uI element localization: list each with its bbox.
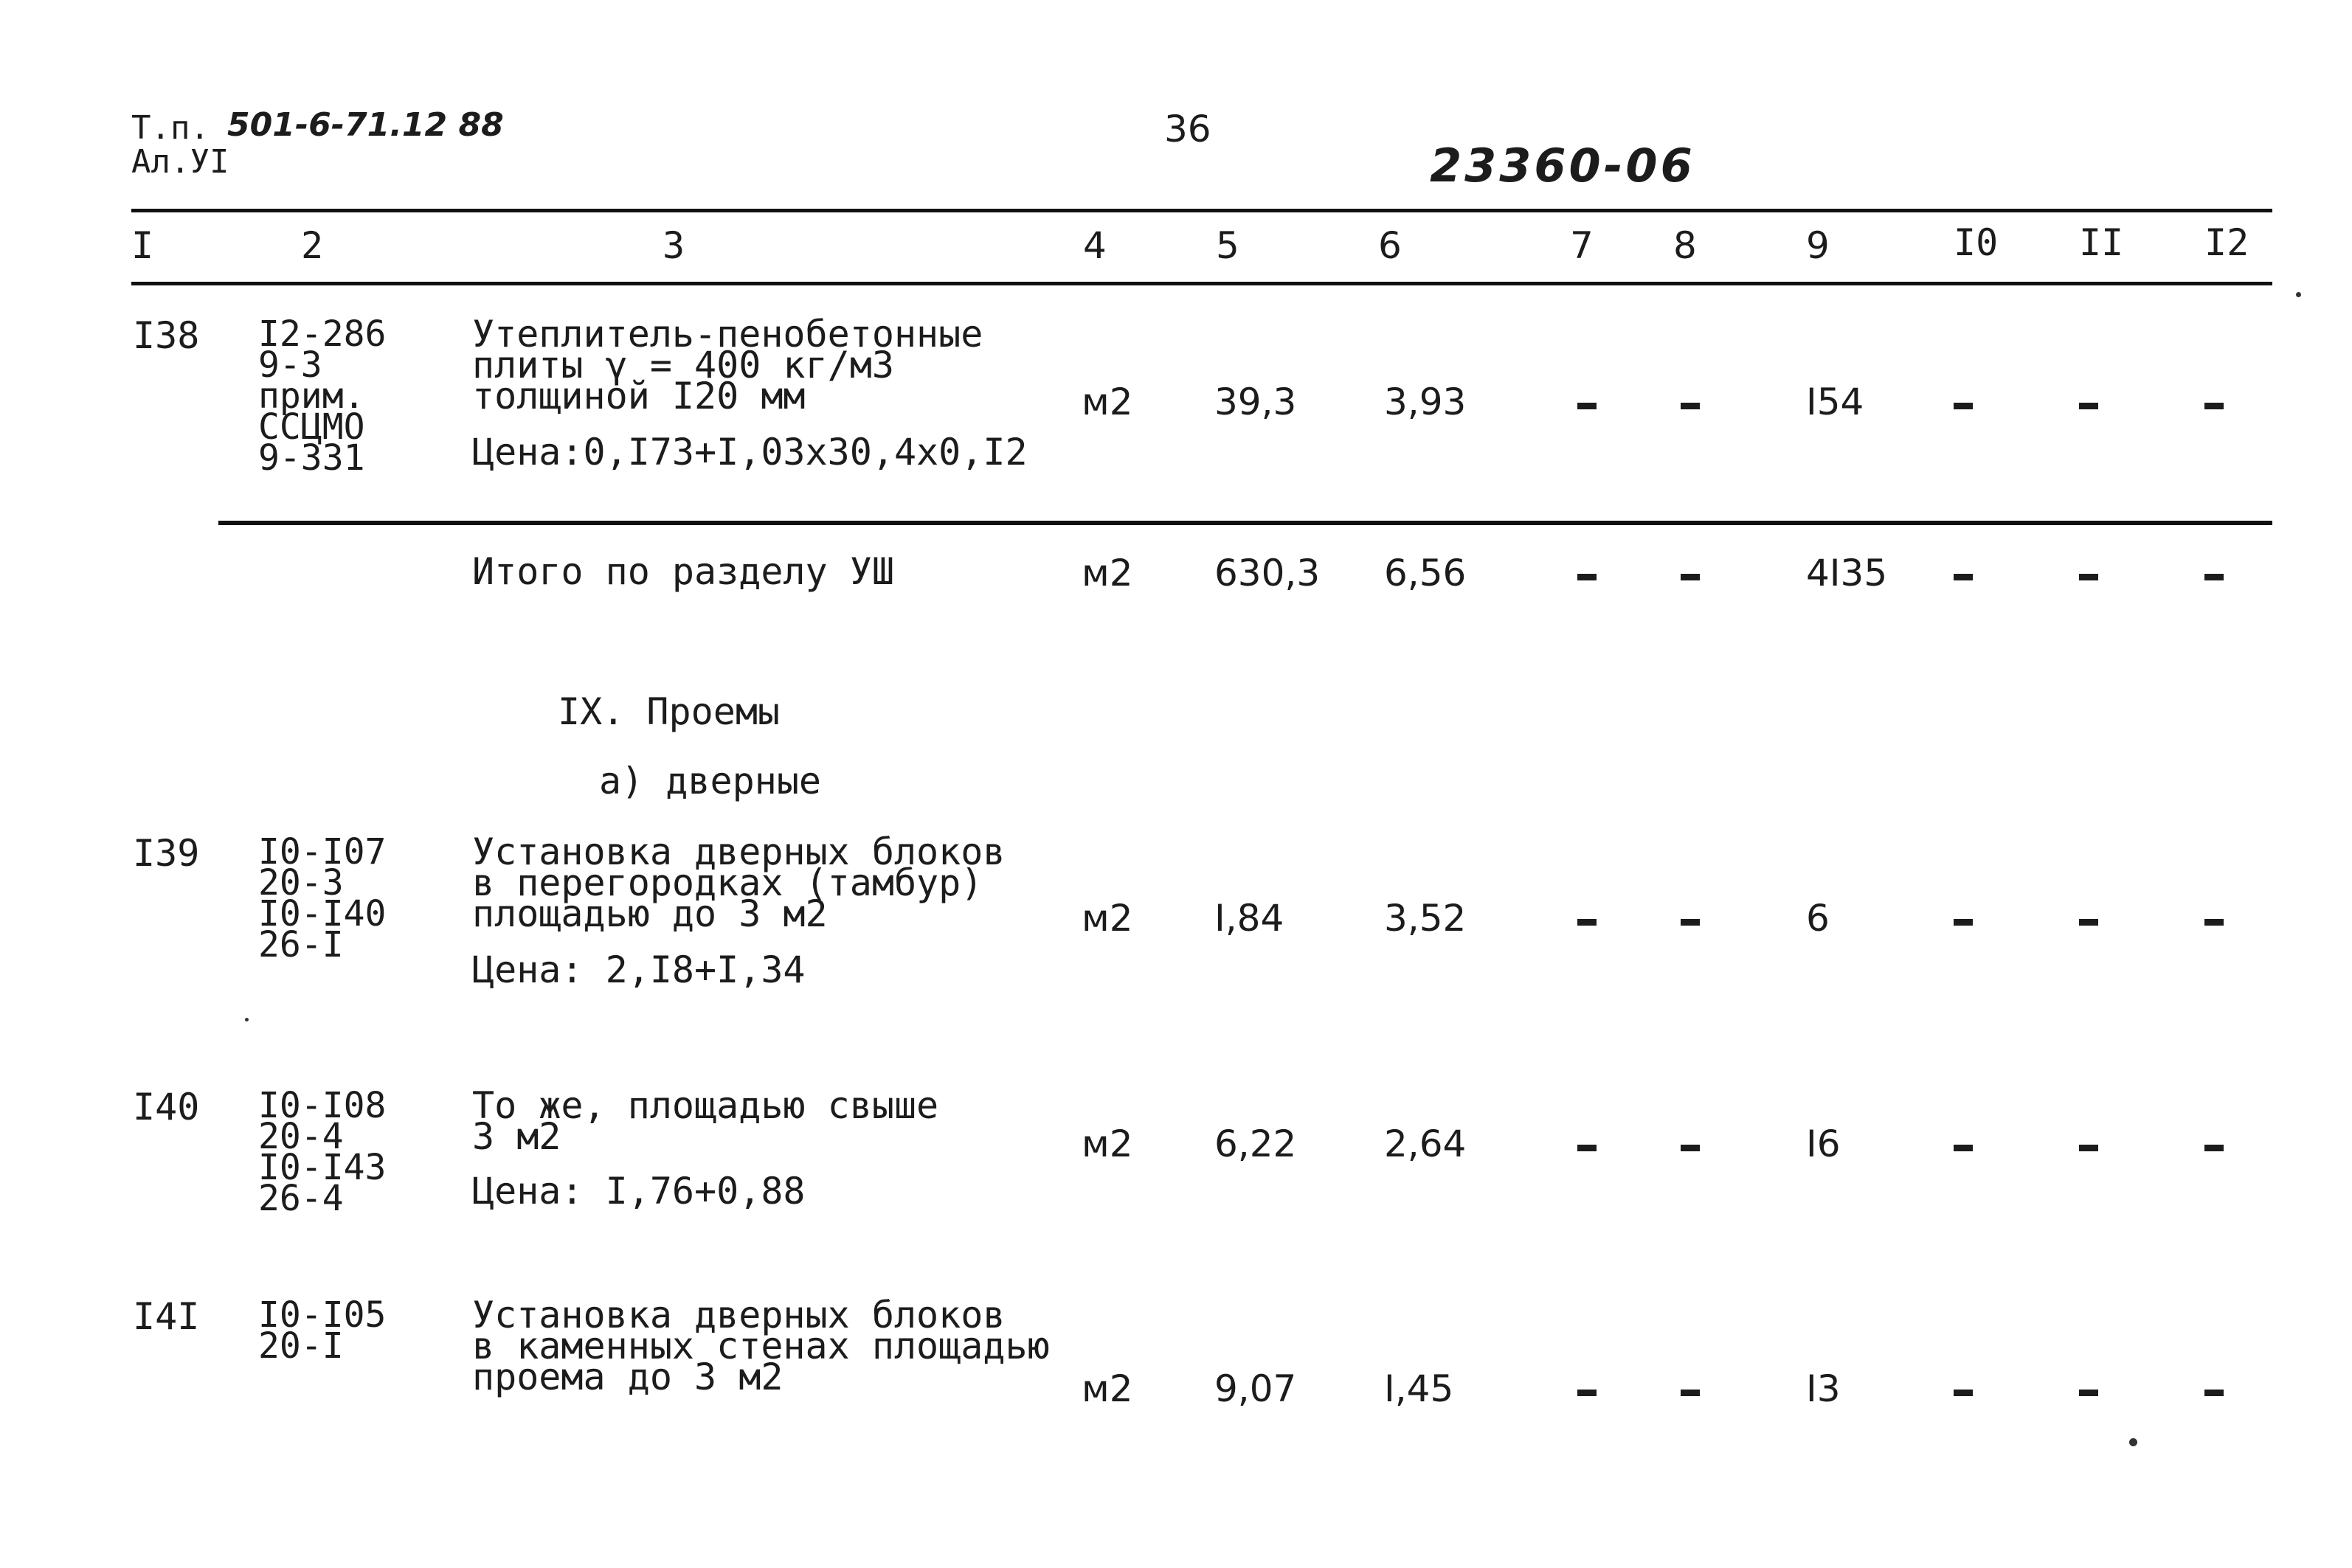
header-top-rule [131, 209, 2272, 212]
quantity: 9,07 [1214, 1367, 1297, 1410]
empty-dash [1681, 919, 1700, 926]
empty-dash [1681, 403, 1700, 409]
norm-code: I2-286 [258, 313, 387, 355]
tp-number: 501-6-71.12 88 [227, 106, 504, 144]
column-9-value: 4I35 [1806, 552, 1888, 594]
column-9-value: 6 [1806, 897, 1830, 940]
empty-dash [2079, 919, 2098, 926]
scan-speck [2296, 292, 2301, 297]
item-description: Утеплитель-пенобетонные [472, 313, 983, 355]
empty-dash [1954, 919, 1973, 926]
item-description: Установка дверных блоков [472, 830, 1006, 873]
column-6-value: 3,52 [1384, 897, 1467, 940]
totals-label: Итого по разделу УШ [472, 550, 894, 593]
norm-code: 20-4 [258, 1116, 344, 1157]
item-description: толщиной I20 мм [472, 375, 806, 417]
col-header-6: 6 [1378, 224, 1402, 267]
empty-dash [1954, 1390, 1973, 1396]
norm-code: 20-I [258, 1325, 344, 1367]
empty-dash [1954, 1145, 1973, 1151]
norm-code: 9-331 [258, 437, 365, 479]
column-6-value: 3,93 [1384, 381, 1467, 423]
item-description: в перегородках (тамбур) [472, 861, 983, 904]
col-header-7: 7 [1570, 224, 1594, 267]
scan-speck [245, 1018, 249, 1021]
norm-code: 26-4 [258, 1178, 344, 1219]
page-number: 36 [1164, 108, 1211, 150]
item-description: проема до 3 м2 [472, 1356, 784, 1398]
tp-label: Т.п. [131, 109, 210, 147]
item-description: в каменных стенах площадью [472, 1325, 1050, 1367]
item-description: 3 м2 [472, 1115, 561, 1158]
item-price: Цена: 2,I8+I,34 [472, 948, 806, 991]
empty-dash [1577, 1390, 1597, 1396]
quantity: 6,22 [1214, 1123, 1297, 1165]
norm-code: I0-I08 [258, 1085, 387, 1126]
norm-code: ССЦМО [258, 406, 365, 448]
row-number: I4I [133, 1295, 200, 1338]
col-header-3: 3 [663, 224, 685, 267]
unit: м2 [1082, 897, 1133, 940]
unit: м2 [1082, 1367, 1133, 1410]
empty-dash [1577, 574, 1597, 580]
col-header-2: 2 [301, 224, 324, 267]
empty-dash [1681, 574, 1700, 580]
scan-speck [2129, 1438, 2137, 1446]
section-total-rule [218, 521, 2272, 525]
col-header-10: I0 [1954, 221, 1999, 264]
empty-dash [1681, 1145, 1700, 1151]
empty-dash [1577, 403, 1597, 409]
document-stamp: 23360-06 [1430, 139, 1695, 192]
norm-code: 20-3 [258, 862, 344, 903]
header-bottom-rule [131, 282, 2272, 285]
column-6-value: 2,64 [1384, 1123, 1467, 1165]
empty-dash [2079, 403, 2098, 409]
empty-dash [2079, 1145, 2098, 1151]
empty-dash [1954, 403, 1973, 409]
item-description: плиты γ = 400 кг/м3 [472, 344, 894, 386]
item-price: Цена:0,I73+I,03х30,4х0,I2 [472, 431, 1028, 473]
unit: м2 [1082, 1123, 1133, 1165]
column-9-value: I3 [1806, 1367, 1841, 1410]
quantity: 39,3 [1214, 381, 1297, 423]
row-number: I39 [133, 832, 200, 875]
item-description: площадью до 3 м2 [472, 892, 828, 935]
empty-dash [2079, 574, 2098, 580]
norm-code: I0-I43 [258, 1147, 387, 1188]
col-header-9: 9 [1806, 224, 1830, 267]
quantity: 630,3 [1214, 552, 1321, 594]
row-number: I40 [133, 1086, 200, 1128]
col-header-12: I2 [2204, 221, 2249, 264]
item-description: Установка дверных блоков [472, 1294, 1006, 1336]
empty-dash [2204, 1390, 2224, 1396]
col-header-5: 5 [1216, 224, 1239, 267]
empty-dash [2204, 403, 2224, 409]
item-description: То же, площадью свыше [472, 1084, 939, 1127]
empty-dash [1681, 1390, 1700, 1396]
album-label: Ал.УI [131, 143, 229, 181]
norm-code: 26-I [258, 924, 344, 965]
col-header-11: II [2079, 221, 2124, 264]
empty-dash [2204, 919, 2224, 926]
empty-dash [1954, 574, 1973, 580]
empty-dash [2204, 574, 2224, 580]
empty-dash [1577, 1145, 1597, 1151]
norm-code: прим. [258, 375, 365, 417]
empty-dash [2204, 1145, 2224, 1151]
unit: м2 [1082, 381, 1133, 423]
empty-dash [2079, 1390, 2098, 1396]
col-header-1: I [131, 224, 154, 267]
col-header-4: 4 [1083, 224, 1107, 267]
empty-dash [1577, 919, 1597, 926]
subsection-title: а) дверные [599, 760, 822, 802]
unit: м2 [1082, 552, 1133, 594]
column-6-value: I,45 [1384, 1367, 1454, 1410]
column-9-value: I6 [1806, 1123, 1841, 1165]
column-9-value: I54 [1806, 381, 1864, 423]
quantity: I,84 [1214, 897, 1284, 940]
norm-code: I0-I07 [258, 831, 387, 873]
col-header-8: 8 [1673, 224, 1697, 267]
item-price: Цена: I,76+0,88 [472, 1170, 806, 1213]
column-6-value: 6,56 [1384, 552, 1467, 594]
norm-code: I0-I05 [258, 1294, 387, 1336]
row-number: I38 [133, 314, 200, 357]
norm-code: I0-I40 [258, 893, 387, 934]
section-title: IX. Проемы [558, 690, 781, 733]
norm-code: 9-3 [258, 344, 322, 386]
